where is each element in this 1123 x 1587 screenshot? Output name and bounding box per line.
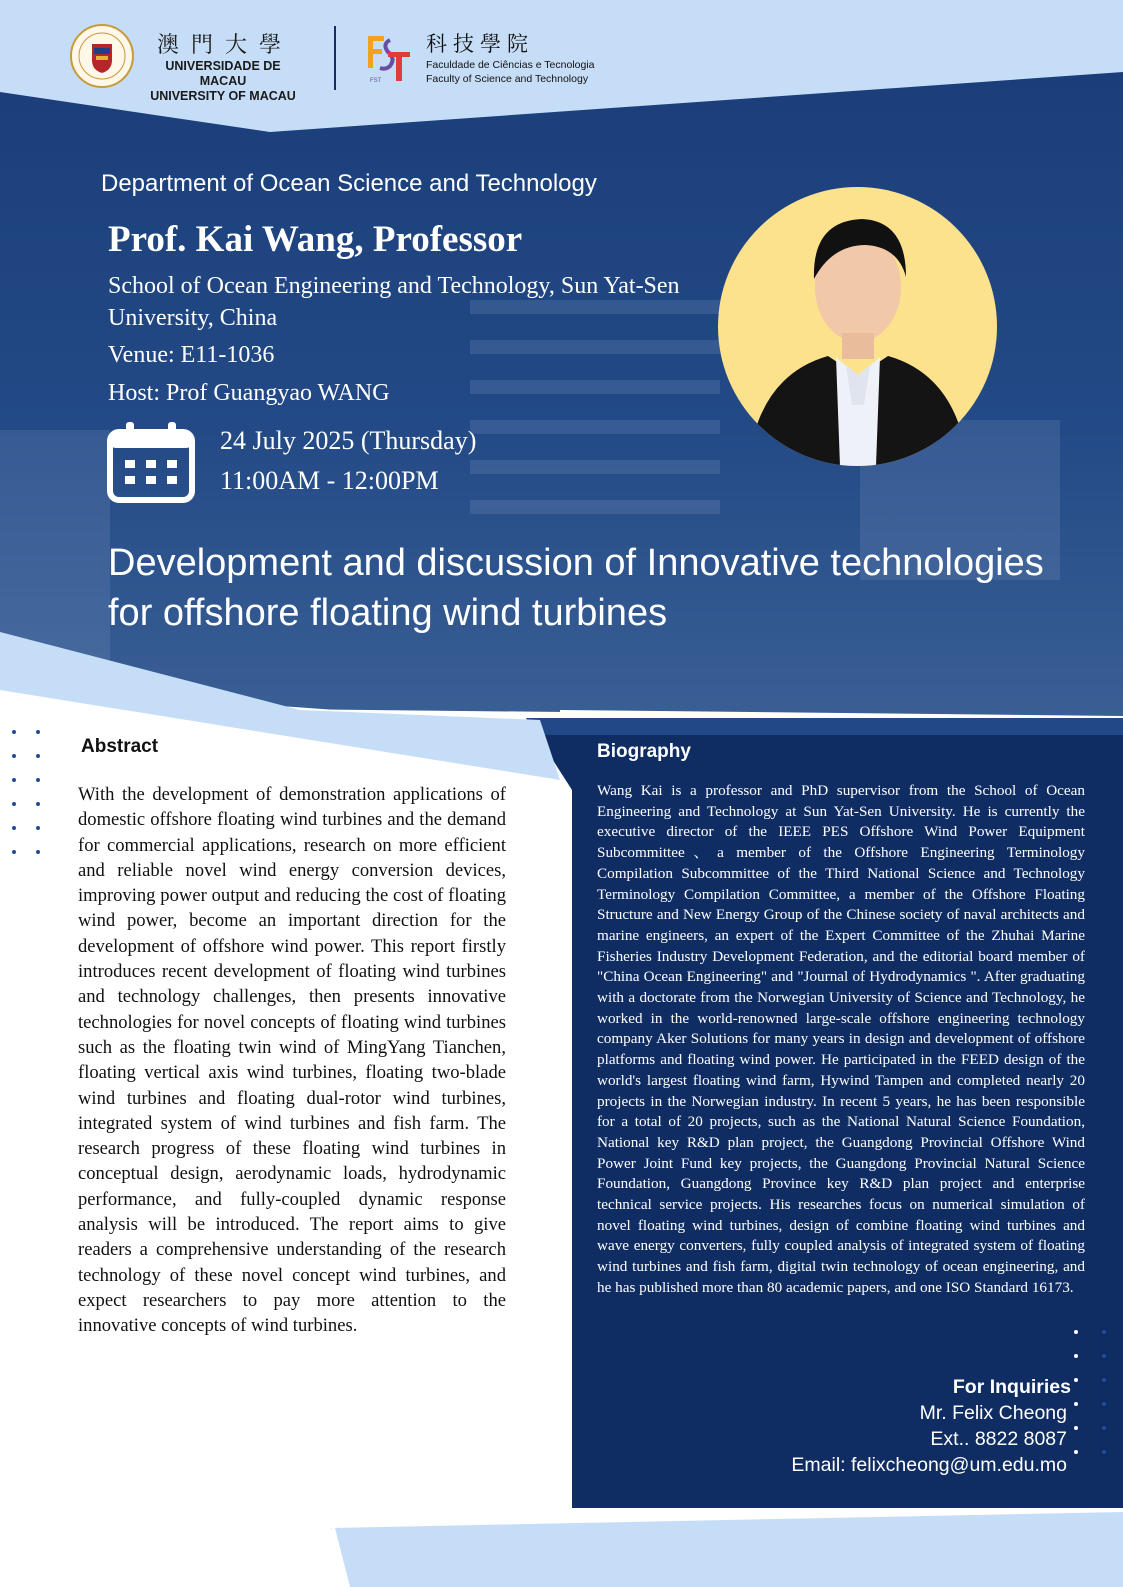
- speaker-photo: [718, 187, 997, 466]
- speaker-affiliation: School of Ocean Engineering and Technology, Sun Yat-Sen University, China: [108, 273, 680, 331]
- inquiries-heading: For Inquiries: [952, 1376, 1071, 1398]
- um-name-cn: 澳門大學: [157, 33, 294, 58]
- fst-abbr: FST: [370, 78, 382, 84]
- um-crest-icon: [70, 24, 134, 88]
- host: Host: Prof Guangyao WANG: [108, 380, 390, 406]
- um-logo-text: [143, 28, 303, 104]
- talk-title: Development and discussion of Innovative technologies for offshore floating wind turbines: [108, 542, 1044, 634]
- event-time: 11:00AM - 12:00PM: [220, 466, 439, 495]
- fst-name-pt: Faculdade de Ciências e Tecnologia: [426, 59, 595, 71]
- dot-grid-left: [12, 730, 48, 860]
- dot-grid-right: [1074, 1330, 1110, 1470]
- header-divider: [334, 26, 336, 90]
- abstract-heading: Abstract: [81, 736, 159, 757]
- event-date: 24 July 2025 (Thursday): [220, 426, 477, 455]
- calendar-icon: [106, 420, 196, 504]
- venue: Venue: E11-1036: [108, 342, 275, 368]
- fst-logo-text: [426, 28, 595, 86]
- biography-text: Wang Kai is a professor and PhD supervisor from the School of Ocean Engineering and Technology at Sun Yat-Sen University. He is currently the executive director of the IEEE PES Offshore Wind Power Equipment Subcommittee、a member of the Offshore Engineering Terminology Compilation Subcommittee of the Third National Science and Technology Terminology Compilation Committee, a member of the Offshore Floating Structure and New Energy Group of the Chinese society of naval architects and marine engineers, an expert of the Expert Committee of the Zhuhai Marine Fisheries Industry Development Federation, and the editorial board member of "China Ocean Engineering" and "Journal of Hydrodynamics ". After graduating with a doctorate from the Norwegian University of Science and Technology, he worked in the world-renowned large-scale offshore engineering technology company Aker Solutions for many years in design and development of offshore platforms and floating wind power. He participated in the FEED design of the world's largest floating wind farm, Hywind Tampen and completed nearly 20 projects in the Norwegian industry. In recent 5 years, he has been responsible for a total of 20 projects, such as the National Natural Science Foundation, National key R&D plan project, the Guangdong Provincial Offshore Wind Power Joint Fund key projects, the Guangdong Provincial Natural Science Foundation, Guangdong Province key R&D plan project and enterprise technical service projects. His researches focus on numerical simulation of novel floating wind turbines, design of combine floating wind turbines and wave energy converters, fully coupled analysis of integrated system of floating wind turbines and fish farm, digital twin technology of ocean engineering, and he has published more than 80 academic papers, and one ISO Standard 16173.: [597, 782, 1085, 1296]
- um-name-en: UNIVERSITY OF MACAU: [150, 89, 296, 103]
- fst-name-en: Faculty of Science and Technology: [426, 73, 589, 85]
- inquiries-name: Mr. Felix Cheong: [919, 1402, 1067, 1424]
- speaker-portrait-icon: [718, 187, 997, 466]
- department-name: Department of Ocean Science and Technology: [101, 170, 597, 197]
- fst-name-cn: 科技學院: [426, 32, 534, 56]
- um-name-pt: UNIVERSIDADE DE MACAU: [165, 59, 281, 88]
- accent-band: [0, 630, 1123, 800]
- inquiries-ext: Ext.. 8822 8087: [930, 1428, 1067, 1450]
- abstract-text: With the development of demonstration applications of domestic offshore floating wind turbines and the demand for commercial applications, research on more efficient and reliable novel wind energy conversion devices, improving power output and reducing the cost of floating wind power, become an important direction for the development of offshore wind power. This report firstly introduces recent development of floating wind turbines and technology challenges, then presents innovative technologies for novel concepts of floating wind turbines such as the floating twin wind of MingYang Tianchen, floating vertical axis wind turbines, floating two-blade wind turbines and floating dual-rotor wind turbines, integrated system of wind turbines and fish farm. The research progress of these floating wind turbines in conceptual design, aerodynamic loads, hydrodynamic performance, and fully-coupled dynamic response analysis will be introduced. The report aims to give readers a comprehensive understanding of the research technology of these novel concept wind turbines, and expect researchers to pay more attention to the innovative concepts of wind turbines.: [78, 784, 506, 1337]
- biography-heading: Biography: [597, 741, 691, 762]
- speaker-name: Prof. Kai Wang, Professor: [108, 219, 523, 260]
- fst-logo-icon: [364, 30, 412, 86]
- inquiries-email[interactable]: Email: felixcheong@um.edu.mo: [791, 1454, 1067, 1476]
